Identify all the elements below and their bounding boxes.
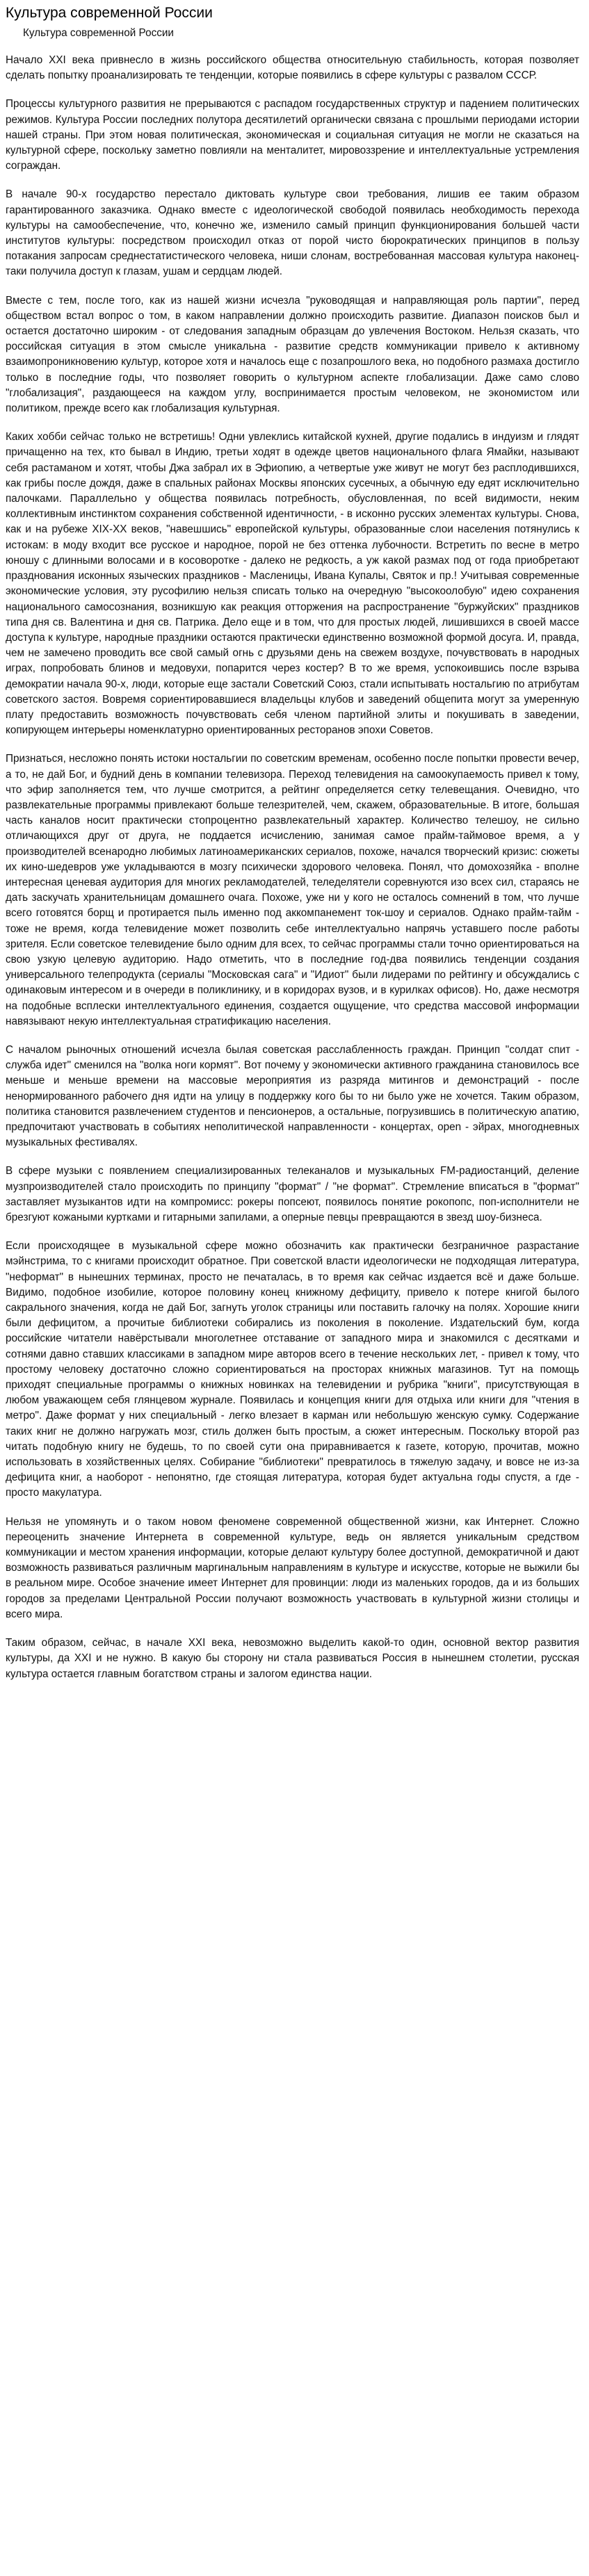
paragraph-television: Признаться, несложно понять истоки ностальгии по советским временам, особенно после попытки провести вечер, а то, не дай Бог, и будний день в компании телевизора. Переход телевидения на самоокупаемость привел к тому, что эфир заполняется тем, что лучше смотрится, а рейтинг определяется сетку телевещания. Очевидно, что развлекательные программы привлекают больше телезрителей, чем, скажем, образовательные. В итоге, большая часть каналов носит практически стопроцентно развлекательный характер. Количество телешоу, не сильно отличающихся друг от друга, не поддается исчислению, занимая самое прайм-таймовое время, а у производителей всенародно любимых латиноамериканских сериалов, похоже, начался творческий кризис: сюжеты их кино-шедевров уже укладываются в мозгу психически здорового человека. Понял, что домохозяйка - вполне интересная ценевая аудитория для многих рекламодателей, теледелятели соревнуются изо всех сил, стараясь не дать заскучать хранительницам домашнего очага. Похоже, уже ни у кого не осталось сомнений в том, что лучше всего готовятся борщ и протирается пыль именно под аккомпанемент ток-шоу и сериалов. Однако прайм-тайм - тоже не время, когда телевидение может позволить себе интеллектуально напрячь уставшего после работы зрителя. Если советское телевидение было одним для всех, то сейчас программы стали точно ориентироваться на свою узкую целевую аудиторию. Надо отметить, что в последние год-два появились тенденции создания универсального телепродукта (сериалы "Московская сага" и "Идиот" были лидерами по рейтингу и обсуждались с одинаковым интересом и в очереди в поликлинику, и в коридорах вузов, и в курилках офисов). Но, даже несмотря на подобные всплески интеллектуального единения, создается ощущение, что средства массовой информации навязывают некую интеллектуальная стратификацию населения. — [6, 753, 579, 1027]
paragraph-internet: Нельзя не упомянуть и о таком новом феномене современной общественной жизни, как Интернет. Сложно переоценить значение Интернета в современной культуре, ведь он является уникальным средством коммуникации и местом хранения информации, которые делают культуру более доступной, демократичной и дают возможность развиваться различным маргинальным направлениям в культуре и искусстве, которые не выжили бы в реальном мире. Особое значение имеет Интернет для провинции: люди из маленьких городов, да и из больших городов за пределами Центральной России получают возможность участвовать в культурной жизни столицы и всего мира. — [6, 1515, 579, 1620]
paragraph-continuity: Процессы культурного развития не прерываются с распадом государственных структур и падением политических режимов. Культура России последних полутора десятилетий органически связана с прошлыми периодами истории нашей страны. При этом новая политическая, экономическая и социальная ситуация не могли не сказаться на культурной сфере, поскольку заметно повлияли на менталитет, мировоззрение и интеллектуальные устремления сограждан. — [6, 98, 579, 172]
paragraph-conclusion: Таким образом, сейчас, в начале XXI века, невозможно выделить какой-то один, основной вектор развития культуры, да XXI и не нужно. В какую бы сторону ни стала развиваться Россия в нынешнем столетии, русская культура остается главным богатством страны и залогом единства нации. — [6, 1637, 579, 1680]
paragraph-books: Если происходящее в музыкальной сфере можно обозначить как практически безграничное разрастание мэйнстрима, то с книгами происходит обратное. При советской власти идеологически не подходящая литература, "неформат" в нынешних терминах, просто не печаталась, в то время как сейчас издается всё и даже больше. Видимо, подобное изобилие, которое половину конец книжному дефициту, привело к потере книгой былого сакрального значения, когда не дай Бог, загнуть уголок страницы или поставить галочку на полях. Хорошие книги были дефицитом, а прочитые библиотеки собирались из поколения в поколение. Издательский бум, когда российские читатели навёрстывали многолетнее отставание от западного мира и знакомился с десятками и сотнями давно ставших классиками в западном мире авторов всего в течение нескольких лет, - привел к тому, что простому человеку достаточно сложно сориентироваться на просторах книжных магазинов. Тут на помощь приходят специальные программы о книжных новинках на телевидении и рубрика "книги", присутствующая в любом уважающем себя глянцевом журнале. Появилась и концепция книги для отдыха или книги для "чтения в метро". Даже формат у них специальный - легко влезает в карман или небольшую женскую сумку. Содержание таких книг не должно нагружать мозг, стиль должен быть простым, а сюжет интересным. Поскольку второй раз читать подобную книгу не будешь, то по своей сути она приравнивается к газете, которую, прочитав, можно использовать в хозяйственных целях. Собирание "библиотеки" превратилось в тяжелую задачу, и вовсе не из-за дефицита книг, а наоборот - непонятно, где стоящая литература, которая будет актуальна годы спустя, а где - просто макулатура. — [6, 1240, 579, 1499]
paragraph-hobbies: Каких хобби сейчас только не встретишь! Одни увлеклись китайской кухней, другие подались в индуизм и глядят причащенно на тех, кто бывал в Индию, третьи ходят в одежде цветов национального флага Ямайки, называют себя растаманом и хотят, чтобы Джа забрал их в Эфиопию, а четвертые уже живут не могут без расплодившихся, как грибы после дождя, даже в спальных районах Москвы японских сусечных, а обычную еду едят исключительно палочками. Параллельно у общества появилась потребность, обусловленная, по всей видимости, неким коллективным инстинктом сохранения собственной идентичности, - в исконно русских элементах культуры. Снова, как и на рубеже XIX-XX веков, "навешшись" европейской культуры, образованные слои населения потянулись к истокам: в моду входит все русское и народное, порой не без оттенка лубочности. Встретить по весне в метро юношу с длинными волосами и в косоворотке - далеко не редкость, а уж какой размах под от года приобретают празднования исконных языческих праздников - Масленицы, Ивана Купалы, Святок и пр.! Учитывая современные экономические условия, эту русофилию нельзя списать только на очередную "высокоолобую" идею сохранения национального самосознания, возникшую как реакция отторжения на распространение "буржуйских" праздников типа дня св. Валентина и дня св. Патрика. Дело еще и в том, что для простых людей, лишившихся в своей массе доступа к культуре, народные праздники остаются практически единственно возможной формой досуга. И, правда, чем не замечено проводить все свой самый огнь с друзьями день на свежем воздухе, почувствовать в народных играх, попробовать блинов и медовухи, попарится через костер? В то же время, успокоившись после взрыва демократии начала 90-х, люди, которые еще застали Советский Союз, стали испытывать ностальгию по атрибутам советского застоя. Вовремя сориентировавшиеся владельцы клубов и заведений общепита могут за умеренную плату предоставить возможность почувствовать себя членом партийной элиты и покушивать в заведении, копирующем интерьеры номенклатурно ориентированных ресторанов эпохи Советов. — [6, 431, 579, 737]
paragraph-globalization: Вместе с тем, после того, как из нашей жизни исчезла "руководящая и направляющая роль партии", перед обществом встал вопрос о том, в каком направлении должно происходить развитие. Диапазон поисков был и остается достаточно широким - от следования западным образцам до увлечения Востоком. Нельзя сказать, что российская ситуация в этом смысле уникальна - развитие средств коммуникации привело к активному взаимопроникновению культур, которое хотя и началось еще с позапрошлого века, но подобного размаха достигло только в последние годы, что позволяет говорить о культурном аспекте глобализации. Даже само слово "глобализация", раздающееся на каждом углу, воспринимается простым человеком, не экономистом или политиком, прежде всего как глобализация культурная. — [6, 294, 579, 415]
paragraph-state-withdrawal: В начале 90-х государство перестало диктовать культуре свои требования, лишив ее таким образом гарантированного заказчика. Однако вместе с идеологической свободой появилась необходимость перехода культуры на самообеспечение, что, конечно же, изменило самый принцип функционирования большей части институтов культуры: посредством происходил отказ от порой чисто бюрократических принципов в пользу потакания запросам среднестатистического человека, ниши слонам, востребованная массовая культура наконец-таки получила доступ к глазам, ушам и сердцам людей. — [6, 188, 579, 278]
article-body — [6, 53, 579, 1682]
article-subtitle: Культура современной России — [23, 27, 174, 39]
paragraph-politics: С началом рыночных отношений исчезла былая советская расслабленность граждан. Принцип "солдат спит - служба идет" сменился на "волка ноги кормят". Вот почему у экономически активного гражданина становилось все меньше и меньше времени на массовые мероприятия из разряда митингов и демонстраций - после ненормированного рабочего дня идти на улицу в поддержку кого бы то ни было уже не хочется. Таким образом, политика становится развлечением студентов и пенсионеров, а остальные, погрузившись в политическую апатию, предпочитают участвовать в событиях неполитической направленности - концертах, open - эйрах, многодневных музыкальных фестивалях. — [6, 1043, 579, 1149]
paragraph-intro: Начало XXI века привнесло в жизнь российского общества относительную стабильность, которая позволяет сделать попытку проанализировать те тенденции, которые появились в сфере культуры с развалом СССР. — [6, 54, 579, 82]
article-title: Культура современной России — [6, 5, 213, 21]
paragraph-music: В сфере музыки с появлением специализированных телеканалов и музыкальных FM-радиостанций, деление музпроизводителей стало происходить по принципу "формат" / "не формат". Стремление вписаться в "формат" заставляет музыкантов идти на компромисс: рокеры попсеют, появилось понятие рокопопс, поп-исполнители не брезгуют кожаными куртками и гитарными запилами, а оперные певцы превращаются в звезд шоу-бизнеса. — [6, 1165, 579, 1224]
